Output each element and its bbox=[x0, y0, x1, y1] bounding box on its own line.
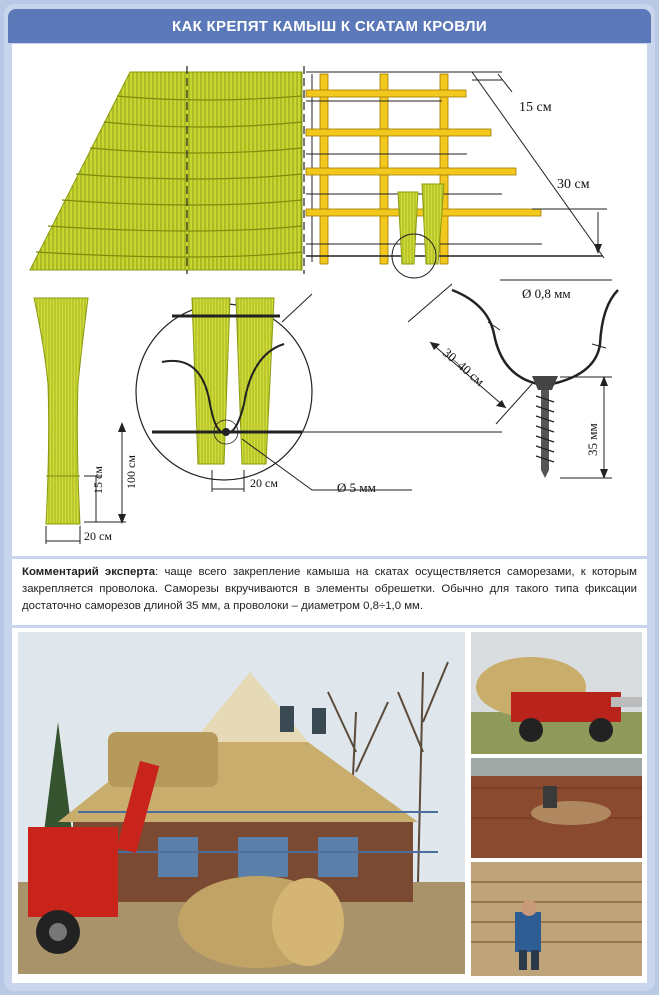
expert-comment bbox=[12, 559, 647, 625]
reed-bundle bbox=[34, 298, 138, 544]
comment-text: : чаще всего закрепление камыша на скатах осуществляется саморезами, к которым закрепляется проволока. Саморезы вкручиваются в элементы обрешетки. Обычно для такого типа фиксации достаточно саморезов длиной 35 мм, а проволоки – диаметром 0,8÷1,0 мм. bbox=[22, 566, 637, 612]
photo-reed-harvest bbox=[471, 758, 642, 858]
label-20cm-detail: 20 см bbox=[250, 476, 278, 490]
label-screw-length: 35 мм bbox=[585, 423, 600, 456]
photo-panel bbox=[12, 628, 647, 983]
label-20cm-bundle: 20 см bbox=[84, 529, 112, 543]
label-wire-diameter: Ø 0,8 мм bbox=[522, 286, 571, 301]
fastening-detail bbox=[136, 294, 502, 495]
photo-thatching-house bbox=[18, 632, 465, 974]
dimension-rafter-spacing bbox=[532, 177, 607, 254]
photo-reed-loader bbox=[471, 632, 642, 754]
photo-reed-bundles bbox=[471, 862, 642, 976]
label-wire-length: 30–40 см bbox=[440, 344, 488, 389]
roof-diagram bbox=[12, 44, 647, 556]
thatch-layer bbox=[30, 66, 304, 274]
roof-battens bbox=[306, 72, 604, 278]
label-15cm: 15 см bbox=[519, 100, 552, 115]
label-rod-diameter: Ø 5 мм bbox=[337, 480, 376, 495]
label-30cm: 30 см bbox=[557, 177, 590, 192]
page-title: КАК КРЕПЯТ КАМЫШ К СКАТАМ КРОВЛИ bbox=[8, 9, 651, 43]
dimension-batten-spacing bbox=[472, 72, 552, 115]
wire-and-screw bbox=[408, 280, 618, 479]
comment-lead: Комментарий эксперта bbox=[22, 566, 156, 578]
label-100cm: 100 см bbox=[124, 455, 138, 489]
label-15cm-base: 15 см bbox=[91, 466, 105, 494]
